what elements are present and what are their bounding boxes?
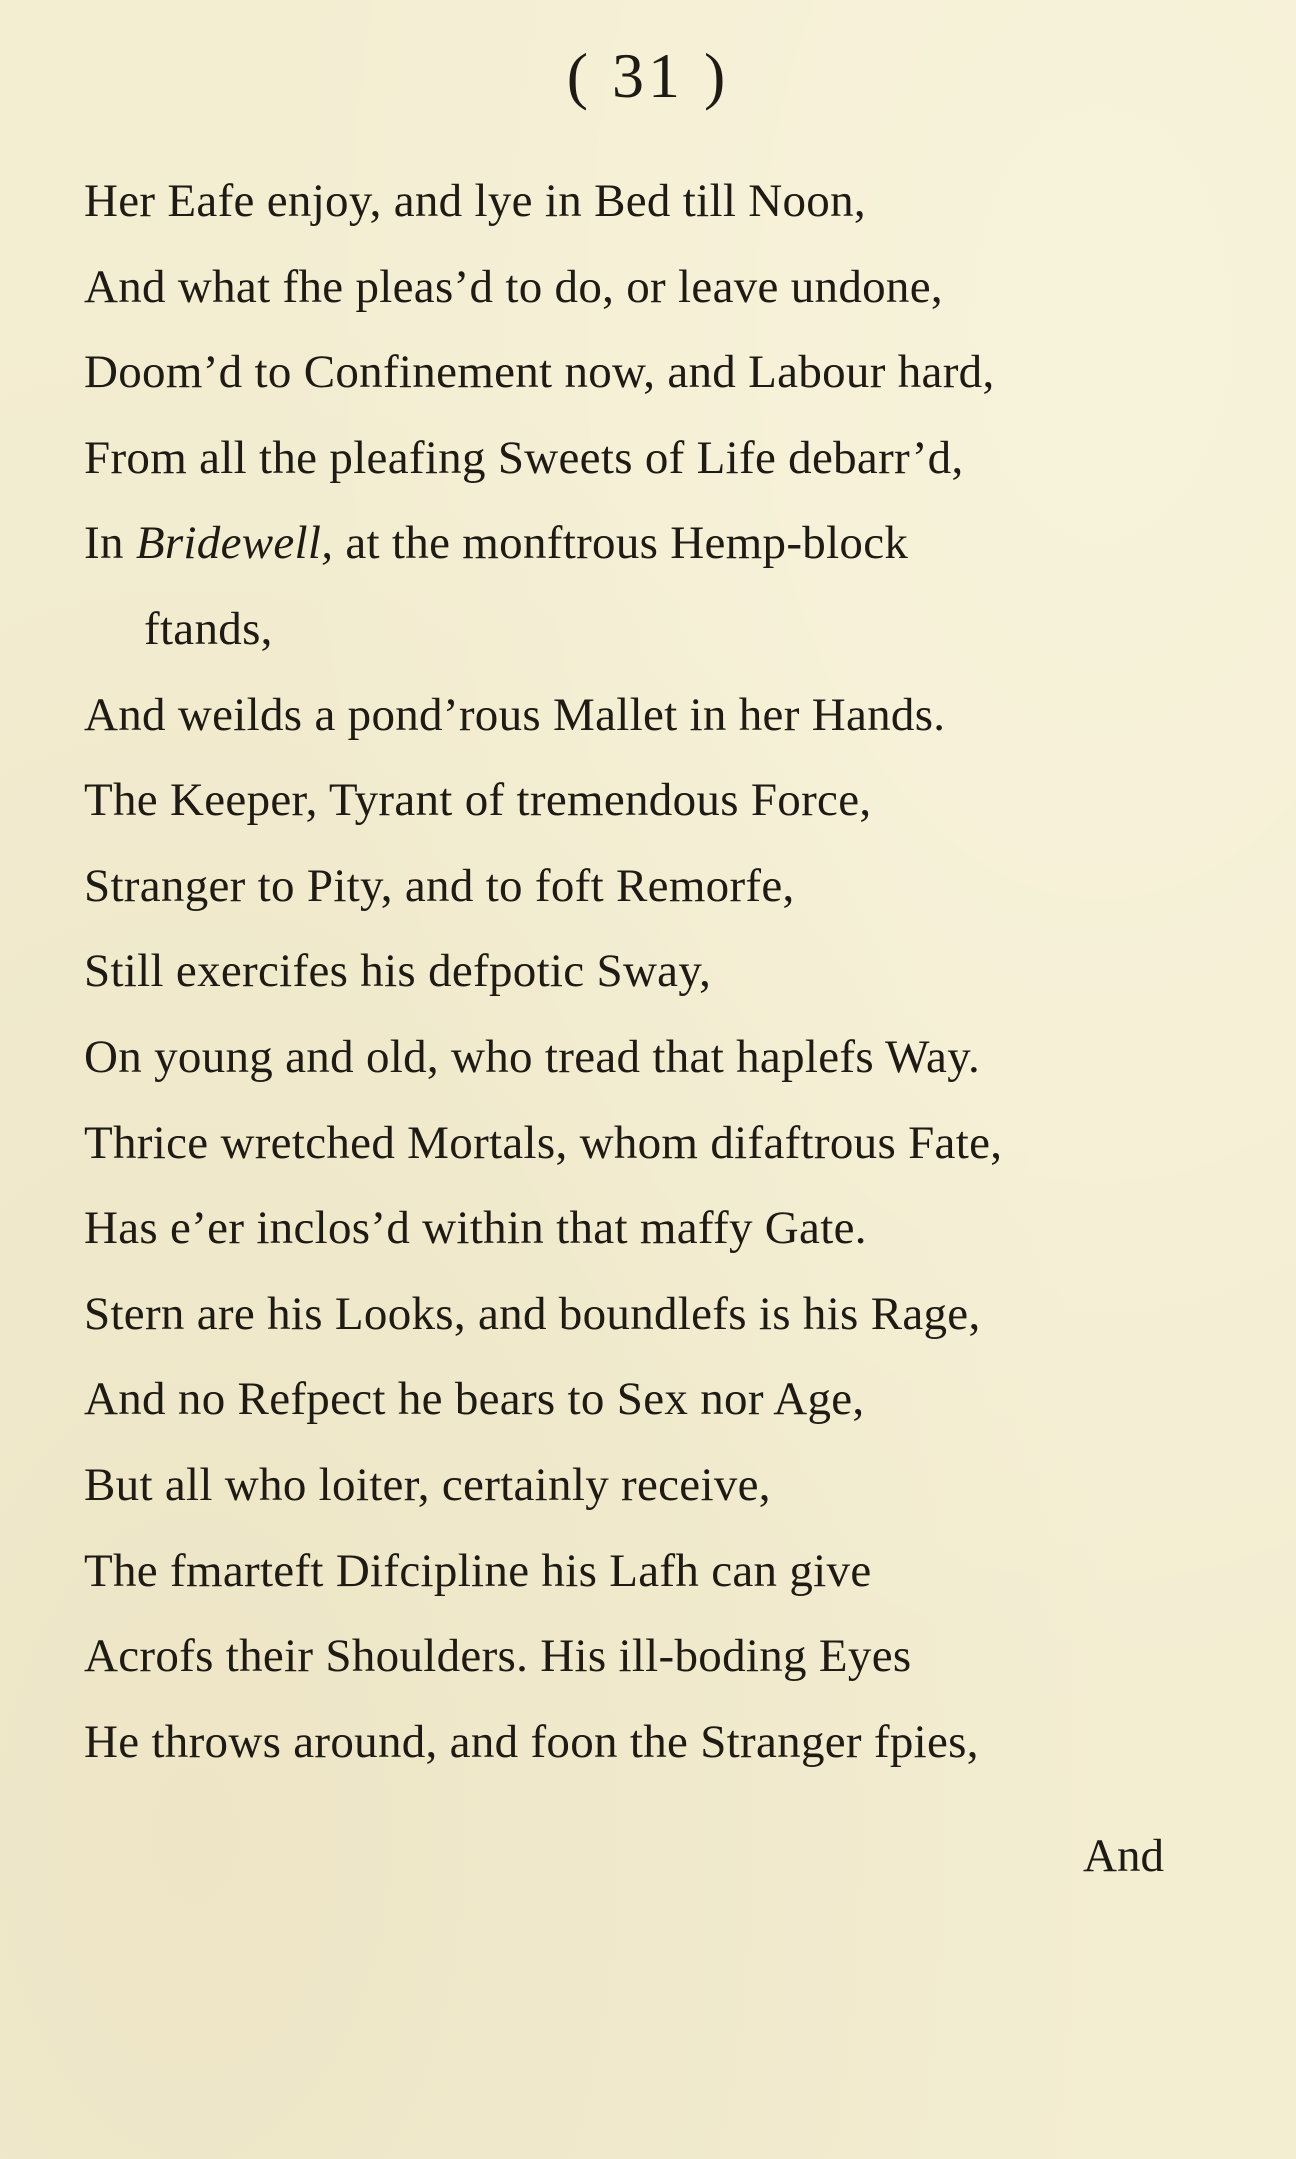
page-number: ( 31 ) — [566, 40, 730, 111]
verse-line: He throws around, and foon the Stranger fpies, — [84, 1715, 979, 1768]
verse-line — [84, 507, 1214, 593]
verse-line: Thrice wretched Mortals, whom difaftrous Fate, — [84, 1116, 1003, 1169]
verse-line: And weilds a pond’rous Mallet in her Hands. — [84, 688, 946, 741]
verse-line: And no Refpect he bears to Sex nor Age, — [84, 1373, 865, 1426]
verse-line: And what fhe pleas’d to do, or leave undone, — [84, 260, 943, 313]
verse-line: The Keeper, Tyrant of tremendous Force, — [84, 774, 872, 827]
verse-line: Her Eafe enjoy, and lye in Bed till Noon, — [84, 175, 866, 227]
verse-line: Still exercifes his defpotic Sway, — [84, 945, 712, 998]
catchword: And — [1083, 1830, 1164, 1882]
verse-line: But all who loiter, certainly receive, — [84, 1458, 771, 1511]
place-name-italic: Bridewell, — [135, 517, 334, 570]
verse-text: In — [84, 517, 136, 570]
verse-line: Stranger to Pity, and to foft Remorfe, — [84, 859, 795, 912]
verse-line: Stern are his Looks, and boundlefs is his Rage, — [84, 1287, 981, 1340]
verse-line: The fmarteft Difcipline his Lafh can give — [84, 1544, 872, 1597]
verse-line: Has e’er inclos’d within that maffy Gate. — [84, 1202, 867, 1255]
verse-line: On young and old, who tread that haplefs Way. — [84, 1030, 980, 1083]
poem-text — [84, 165, 1214, 1791]
verse-line-continuation: ftands, — [144, 602, 273, 655]
verse-line: Acrofs their Shoulders. His ill-boding Eyes — [84, 1630, 912, 1683]
verse-text: at the monftrous Hemp-block — [333, 517, 909, 570]
verse-line: From all the pleafing Sweets of Life debarr’d, — [84, 431, 964, 484]
verse-line: Doom’d to Confinement now, and Labour hard, — [84, 346, 995, 399]
